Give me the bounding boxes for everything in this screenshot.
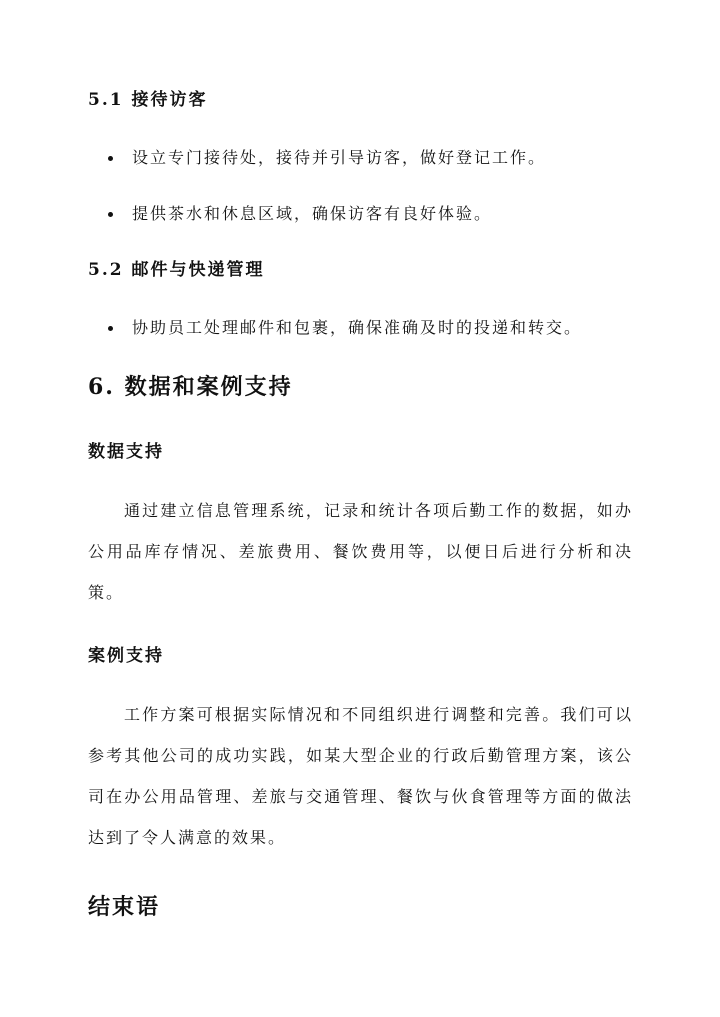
data-support-heading: 数据支持 bbox=[88, 442, 164, 462]
section-5-1-heading: 5.1 接待访客 bbox=[88, 90, 208, 110]
conclusion-heading: 结束语 bbox=[88, 894, 161, 920]
section-5-2-heading: 5.2 邮件与快递管理 bbox=[88, 260, 265, 280]
bullet-text: 设立专门接待处，接待并引导访客，做好登记工作。 bbox=[132, 148, 547, 167]
bullet-icon bbox=[108, 156, 113, 161]
bullet-text: 协助员工处理邮件和包裹，确保准确及时的投递和转交。 bbox=[132, 318, 583, 337]
bullet-icon bbox=[108, 212, 113, 217]
case-support-paragraph: 工作方案可根据实际情况和不同组织进行调整和完善。我们可以参考其他公司的成功实践，如某大型企业的行政后勤管理方案，该公司在办公用品管理、差旅与交通管理、餐饮与伙食管理等方面的做法达到了令人满意的效果。 bbox=[88, 705, 633, 847]
data-support-paragraph: 通过建立信息管理系统，记录和统计各项后勤工作的数据，如办公用品库存情况、差旅费用、餐饮费用等，以便日后进行分析和决策。 bbox=[88, 501, 633, 602]
bullet-icon bbox=[108, 326, 113, 331]
case-support-heading: 案例支持 bbox=[88, 646, 164, 666]
section-6-heading: 6. 数据和案例支持 bbox=[88, 374, 293, 400]
bullet-text: 提供茶水和休息区域，确保访客有良好体验。 bbox=[132, 204, 493, 223]
